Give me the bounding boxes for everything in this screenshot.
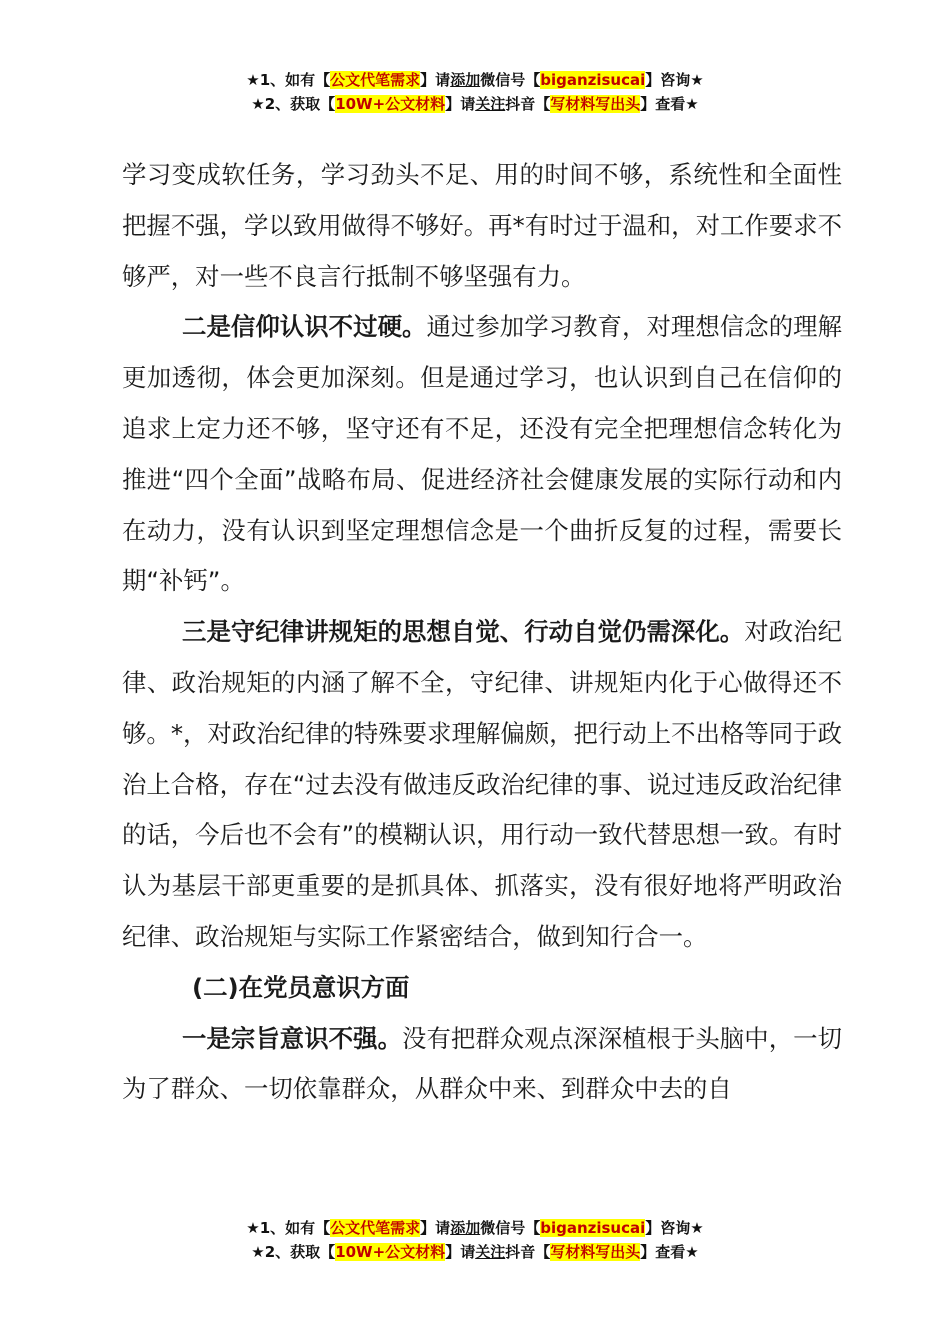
banner-highlight: 写材料写出头: [550, 1243, 641, 1261]
banner-line-2: [0, 92, 950, 116]
banner-text: 抖音【: [505, 95, 551, 113]
paragraph-lead: 三是守纪律讲规矩的思想自觉、行动自觉仍需深化。: [182, 617, 745, 647]
banner-underlined-text: 关注: [475, 95, 506, 113]
banner-text: 微信号【: [480, 71, 541, 89]
banner-text: ★1、如有【: [246, 1219, 331, 1237]
document-body: [122, 150, 842, 1115]
paragraph-3: [122, 607, 842, 963]
paragraph-text: 没有把群众观点深深植根于头脑中，一切为了群众、一切依靠群众，从群众中来、到群众中去的自: [122, 1023, 842, 1104]
banner-underlined-text: 关注: [475, 1243, 506, 1261]
header-banner: [0, 68, 950, 116]
banner-text: 】查看★: [640, 95, 699, 113]
banner-text: ★2、获取【: [251, 95, 336, 113]
banner-underlined-text: 添加: [450, 1219, 481, 1237]
paragraph-2: [122, 302, 842, 607]
paragraph-text: 通过参加学习教育，对理想信念的理解更加透彻，体会更加深刻。但是通过学习，也认识到自己在信仰的追求上定力还不够，坚守还有不足，还没有完全把理想信念转化为推进“四个全面”战略布局、促进经济社会健康发展的实际行动和内在动力，没有认识到坚定理想信念是一个曲折反复的过程，需要长期“补钙”。: [122, 312, 842, 596]
paragraph-text: 对政治纪律、政治规矩的内涵了解不全，守纪律、讲规矩内化于心做得还不够。*，对政治纪律的特殊要求理解偏颇，把行动上不出格等同于政治上合格，存在“过去没有做违反政治纪律的事、说过违反政治纪律的话，今后也不会有”的模糊认识，用行动一致代替思想一致。有时认为基层干部更重要的是抓具体、抓落实，没有很好地将严明政治纪律、政治规矩与实际工作紧密结合，做到知行合一。: [122, 617, 842, 951]
paragraph-lead: 一是宗旨意识不强。: [182, 1023, 403, 1053]
banner-highlight: biganzisucai: [540, 1219, 646, 1237]
banner-highlight: 10W+公文材料: [335, 1243, 446, 1261]
paragraph-lead: 二是信仰认识不过硬。: [182, 312, 427, 342]
banner-line-1: [0, 1216, 950, 1240]
banner-text: 】咨询★: [645, 1219, 704, 1237]
section-subheading: (二)在党员意识方面: [192, 972, 410, 1002]
banner-text: ★2、获取【: [251, 1243, 336, 1261]
banner-text: 抖音【: [505, 1243, 551, 1261]
banner-highlight: 公文代笔需求: [330, 1219, 421, 1237]
banner-text: 】请: [445, 95, 476, 113]
banner-text: 】查看★: [640, 1243, 699, 1261]
paragraph-4: [122, 1014, 842, 1116]
paragraph-1: 学习变成软任务，学习劲头不足、用的时间不够，系统性和全面性把握不强，学以致用做得不够好。再*有时过于温和，对工作要求不够严，对一些不良言行抵制不够坚强有力。: [122, 160, 842, 291]
banner-text: 】请: [420, 1219, 451, 1237]
banner-text: ★1、如有【: [246, 71, 331, 89]
banner-highlight: 10W+公文材料: [335, 95, 446, 113]
banner-text: 微信号【: [480, 1219, 541, 1237]
banner-text: 】咨询★: [645, 71, 704, 89]
banner-text: 】请: [445, 1243, 476, 1261]
banner-underlined-text: 添加: [450, 71, 481, 89]
banner-line-1: [0, 68, 950, 92]
banner-line-2: [0, 1240, 950, 1264]
footer-banner: [0, 1216, 950, 1264]
banner-text: 】请: [420, 71, 451, 89]
banner-highlight: 写材料写出头: [550, 95, 641, 113]
banner-highlight: biganzisucai: [540, 71, 646, 89]
banner-highlight: 公文代笔需求: [330, 71, 421, 89]
